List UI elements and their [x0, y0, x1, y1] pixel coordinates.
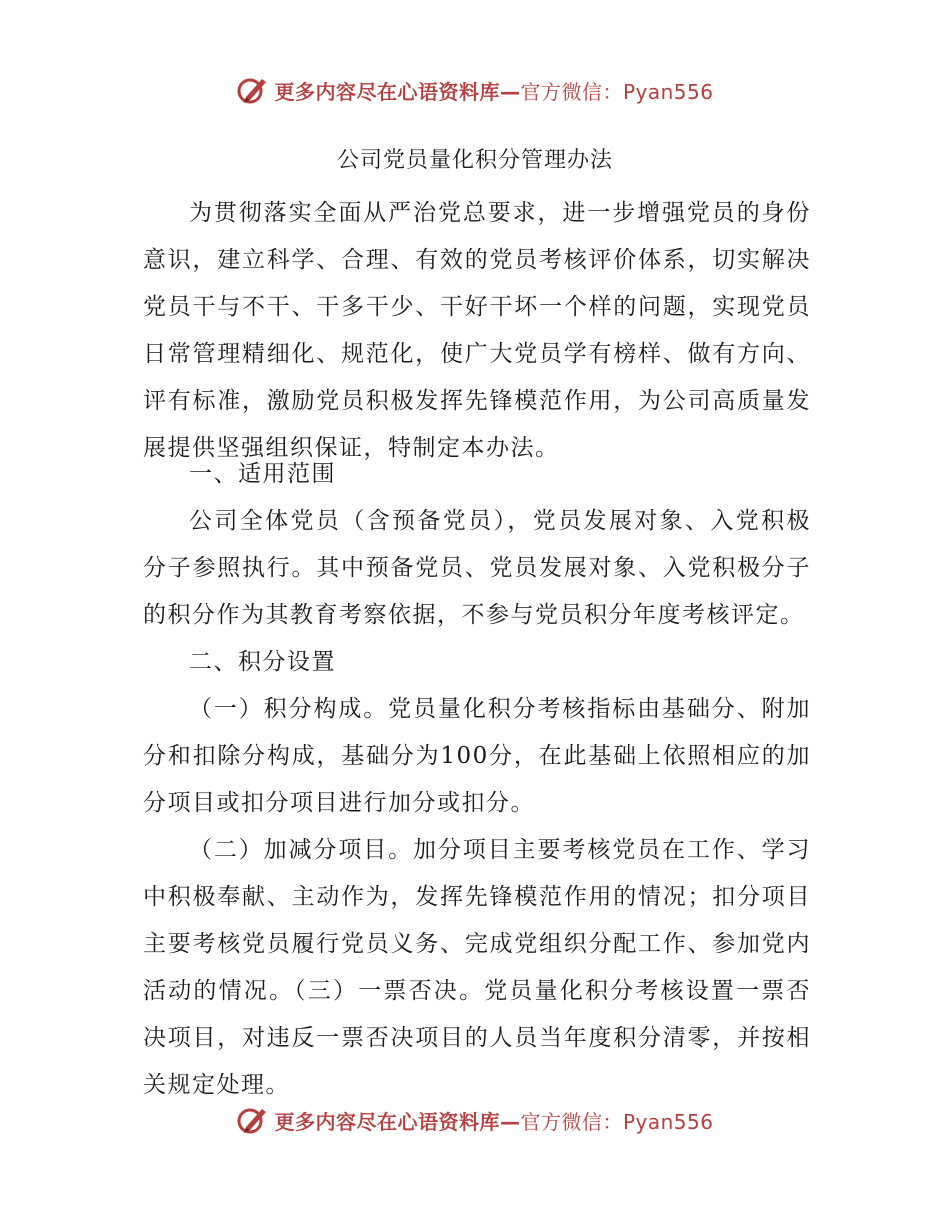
paragraph-scope: 公司全体党员（含预备党员），党员发展对象、入党积极分子参照执行。其中预备党员、党员发展对象、入党积极分子的积分作为其教育考察依据，不参与党员积分年度考核评定。	[143, 508, 811, 628]
footer-watermark	[0, 1100, 950, 1140]
paragraph-points-items: （二）加减分项目。加分项目主要考核党员在工作、学习中积极奉献、主动作为，发挥先锋模范作用的情况；扣分项目主要考核党员履行党员义务、完成党组织分配工作、参加党内活动的情况。（三）一票否决。党员量化积分考核设置一票否决项目，对违反一票否决项目的人员当年度积分清零，并按相关规定处理。	[143, 837, 811, 1098]
header-watermark	[0, 70, 950, 110]
document-title: 公司党员量化积分管理办法	[336, 148, 613, 173]
watermark-text: 更多内容尽在心语资料库—官方微信：Pyan556	[274, 1109, 714, 1134]
section-heading-scope: 一、适用范围	[189, 461, 336, 487]
pen-logo-icon	[236, 73, 270, 107]
watermark-text: 更多内容尽在心语资料库—官方微信：Pyan556	[274, 79, 714, 104]
paragraph-intro: 为贯彻落实全面从严治党总要求，进一步增强党员的身份意识，建立科学、合理、有效的党员考核评价体系，切实解决党员干与不干、干多干少、干好干坏一个样的问题，实现党员日常管理精细化、规范化，使广大党员学有榜样、做有方向、评有标准，激励党员积极发挥先锋模范作用，为公司高质量发展提供坚强组织保证，特制定本办法。	[143, 200, 811, 461]
paragraph-points-composition: （一）积分构成。党员量化积分考核指标由基础分、附加分和扣除分构成，基础分为100分，在此基础上依照相应的加分项目或扣分项目进行加分或扣分。	[143, 696, 811, 816]
pen-logo-icon	[236, 1103, 270, 1137]
section-heading-points: 二、积分设置	[189, 649, 336, 675]
document-body	[143, 190, 811, 472]
